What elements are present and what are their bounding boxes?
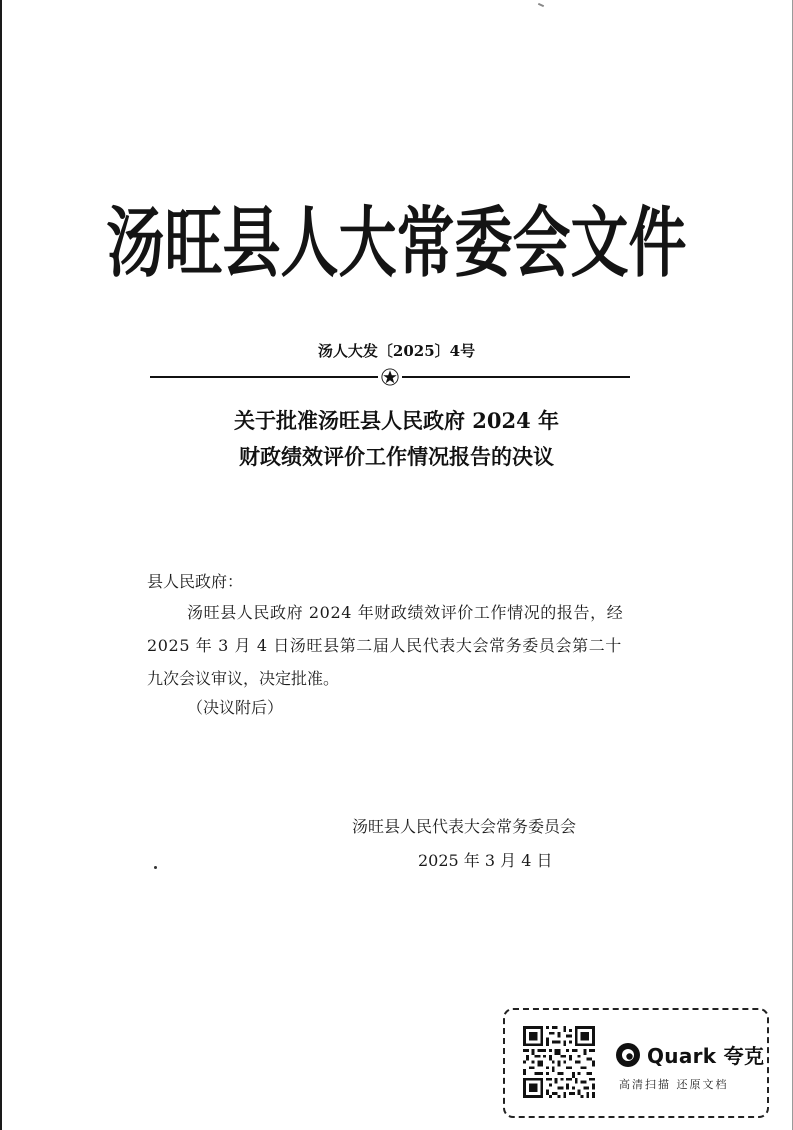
body-paragraph-line: 汤旺县人民政府 2024 年财政绩效评价工作情况的报告，经 [187, 603, 624, 622]
document-title-line2: 财政绩效评价工作情况报告的决议 [239, 444, 554, 469]
addressee: 县人民政府： [147, 572, 244, 591]
quark-logo-icon [615, 1042, 641, 1068]
scan-dot [154, 866, 157, 869]
qr-code-icon [523, 1026, 595, 1098]
signature-date: 2025 年 3 月 4 日 [418, 851, 553, 870]
brand-tagline: 高清扫描 还原文档 [619, 1078, 729, 1091]
divider-left [150, 376, 378, 378]
attachment-note: （决议附后） [187, 698, 284, 717]
document-number: 汤人大发〔2025〕4号 [317, 342, 476, 360]
document-title-line1: 关于批准汤旺县人民政府 2024 年 [233, 408, 560, 433]
signer: 汤旺县人民代表大会常务委员会 [352, 817, 577, 836]
document-masthead: 汤旺县人大常委会文件 [106, 198, 687, 289]
brand-lockup [615, 1040, 764, 1069]
scan-speck [538, 3, 544, 7]
scanner-watermark [503, 1008, 769, 1118]
body-paragraph-line: 九次会议审议，决定批准。 [147, 669, 340, 688]
body-paragraph-line: 2025 年 3 月 4 日汤旺县第二届人民代表大会常务委员会第二十 [147, 636, 622, 655]
brand-name: Quark 夸克 [647, 1044, 765, 1068]
star-icon [381, 368, 399, 386]
divider-right [402, 376, 630, 378]
page-edge [0, 0, 2, 1130]
